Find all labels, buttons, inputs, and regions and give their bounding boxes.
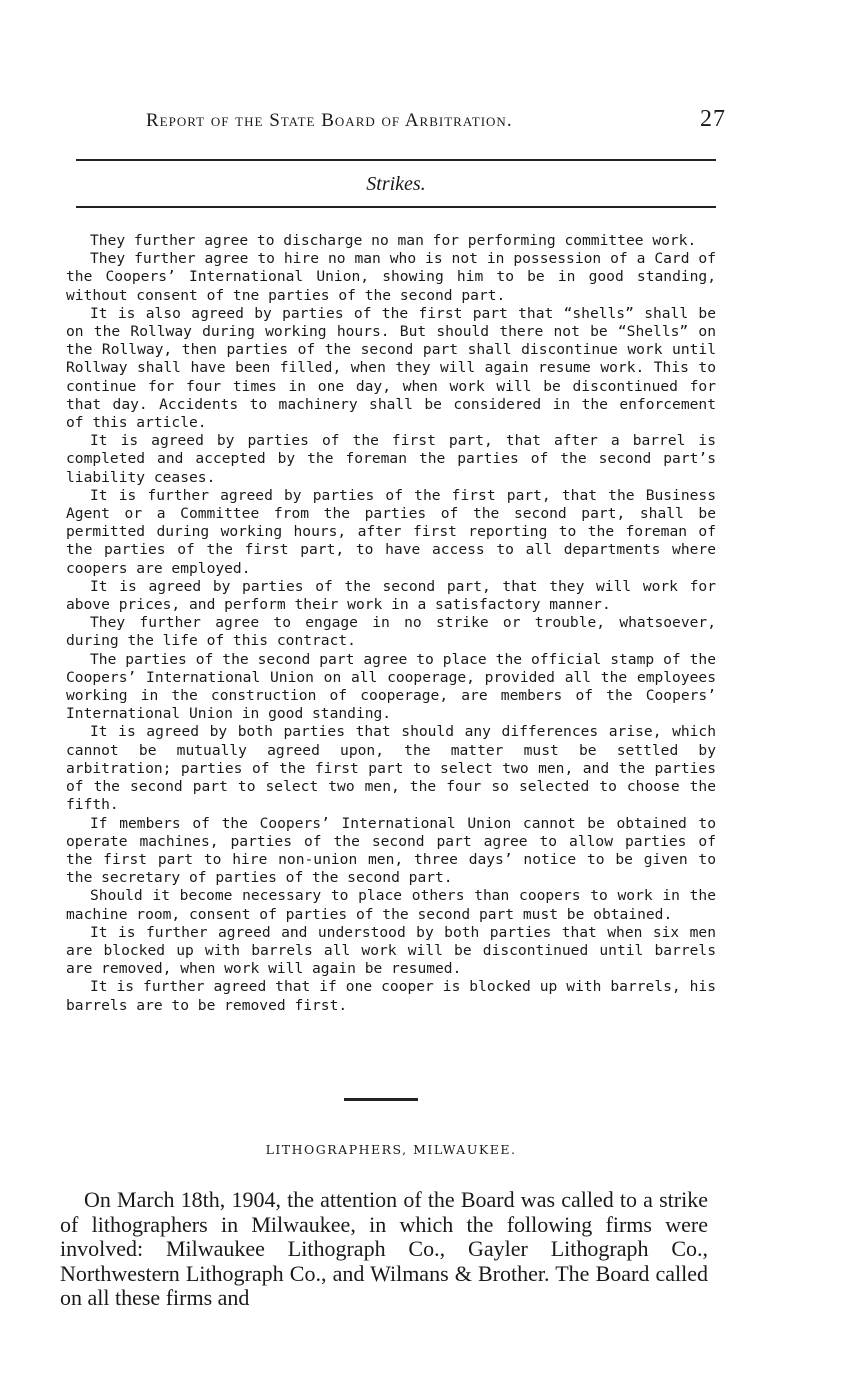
paragraph: It is agreed by both parties that should any differences arise, which cannot be mutually agreed upon, the matter must be settled by arbitration; parties of the first part to select two men, and the parties of the second part to select two men, the four so selected to choose the fifth. (66, 723, 716, 814)
paragraph: It is further agreed that if one cooper is blocked up with barrels, his barrels are to be removed first. (66, 978, 716, 1014)
paragraph: It is agreed by parties of the first part, that after a barrel is completed and accepted by the foreman the parties of the second part’s liability ceases. (66, 432, 716, 486)
running-header (146, 106, 726, 136)
paragraph: It is further agreed and understood by both parties that when six men are blocked up with barrels all work will be discontinued until barrels are removed, when work will again be resumed. (66, 923, 716, 978)
section-title: Strikes. (366, 173, 426, 195)
paragraph: The parties of the second part agree to place the official stamp of the Coopers’ International Union on all cooperage, provided all the employees working in the construction of cooperage, are members of the Coopers’ International Union in good standing. (66, 650, 716, 723)
paragraph: Should it become necessary to place others than coopers to work in the machine room, consent of parties of the second part must be obtained. (66, 887, 716, 923)
sub-heading: LITHOGRAPHERS, MILWAUKEE. (265, 1142, 517, 1157)
running-header-title: Report of the State Board of Arbitration. (146, 110, 513, 131)
header-rule (76, 159, 716, 161)
section-rule (76, 206, 716, 208)
paragraph: They further agree to hire no man who is not in possession of a Card of the Coopers’ International Union, showing him to be in good standing, without consent of tne parties of the second part. (66, 250, 716, 304)
section-divider (344, 1098, 418, 1101)
paragraph: It is also agreed by parties of the first part that “shells” shall be on the Rollway during working hours. But should there not be “Shells” on the Rollway, then parties of the second part shall discontinue work until Rollway shall have been filled, when they will again resume work. This to continue for four times in one day, when work will be discontinued for that day. Accidents to machinery shall be considered in the enforcement of this article. (66, 304, 716, 432)
paragraph: On March 18th, 1904, the attention of the Board was called to a strike of lithographers in Milwaukee, in which the following firms were involved: Milwaukee Lithograph Co., Gayler Lithograph Co., Northwestern Lithograph Co., and Wilmans & Brother. The Board called on all these firms and (60, 1187, 708, 1310)
lithographers-text (60, 1188, 708, 1311)
paragraph: They further agree to engage in no strike or trouble, whatsoever, during the life of this contract. (66, 614, 716, 650)
paragraph: It is agreed by parties of the second part, that they will work for above prices, and perform their work in a satisfactory manner. (66, 577, 716, 614)
agreement-text (66, 232, 716, 1015)
paragraph: They further agree to discharge no man for performing committee work. (90, 232, 697, 249)
page-number: 27 (700, 106, 726, 132)
paragraph: It is further agreed by parties of the first part, that the Business Agent or a Committee from the parties of the second part, shall be permitted during working hours, after first reporting to the foreman of the parties of the first part, to have access to all departments where coopers are employed. (66, 486, 716, 577)
paragraph: If members of the Coopers’ International Union cannot be obtained to operate machines, parties of the second part agree to allow parties of the first part to hire non-union men, three days’ notice to be given to the secretary of parties of the second part. (66, 814, 716, 887)
